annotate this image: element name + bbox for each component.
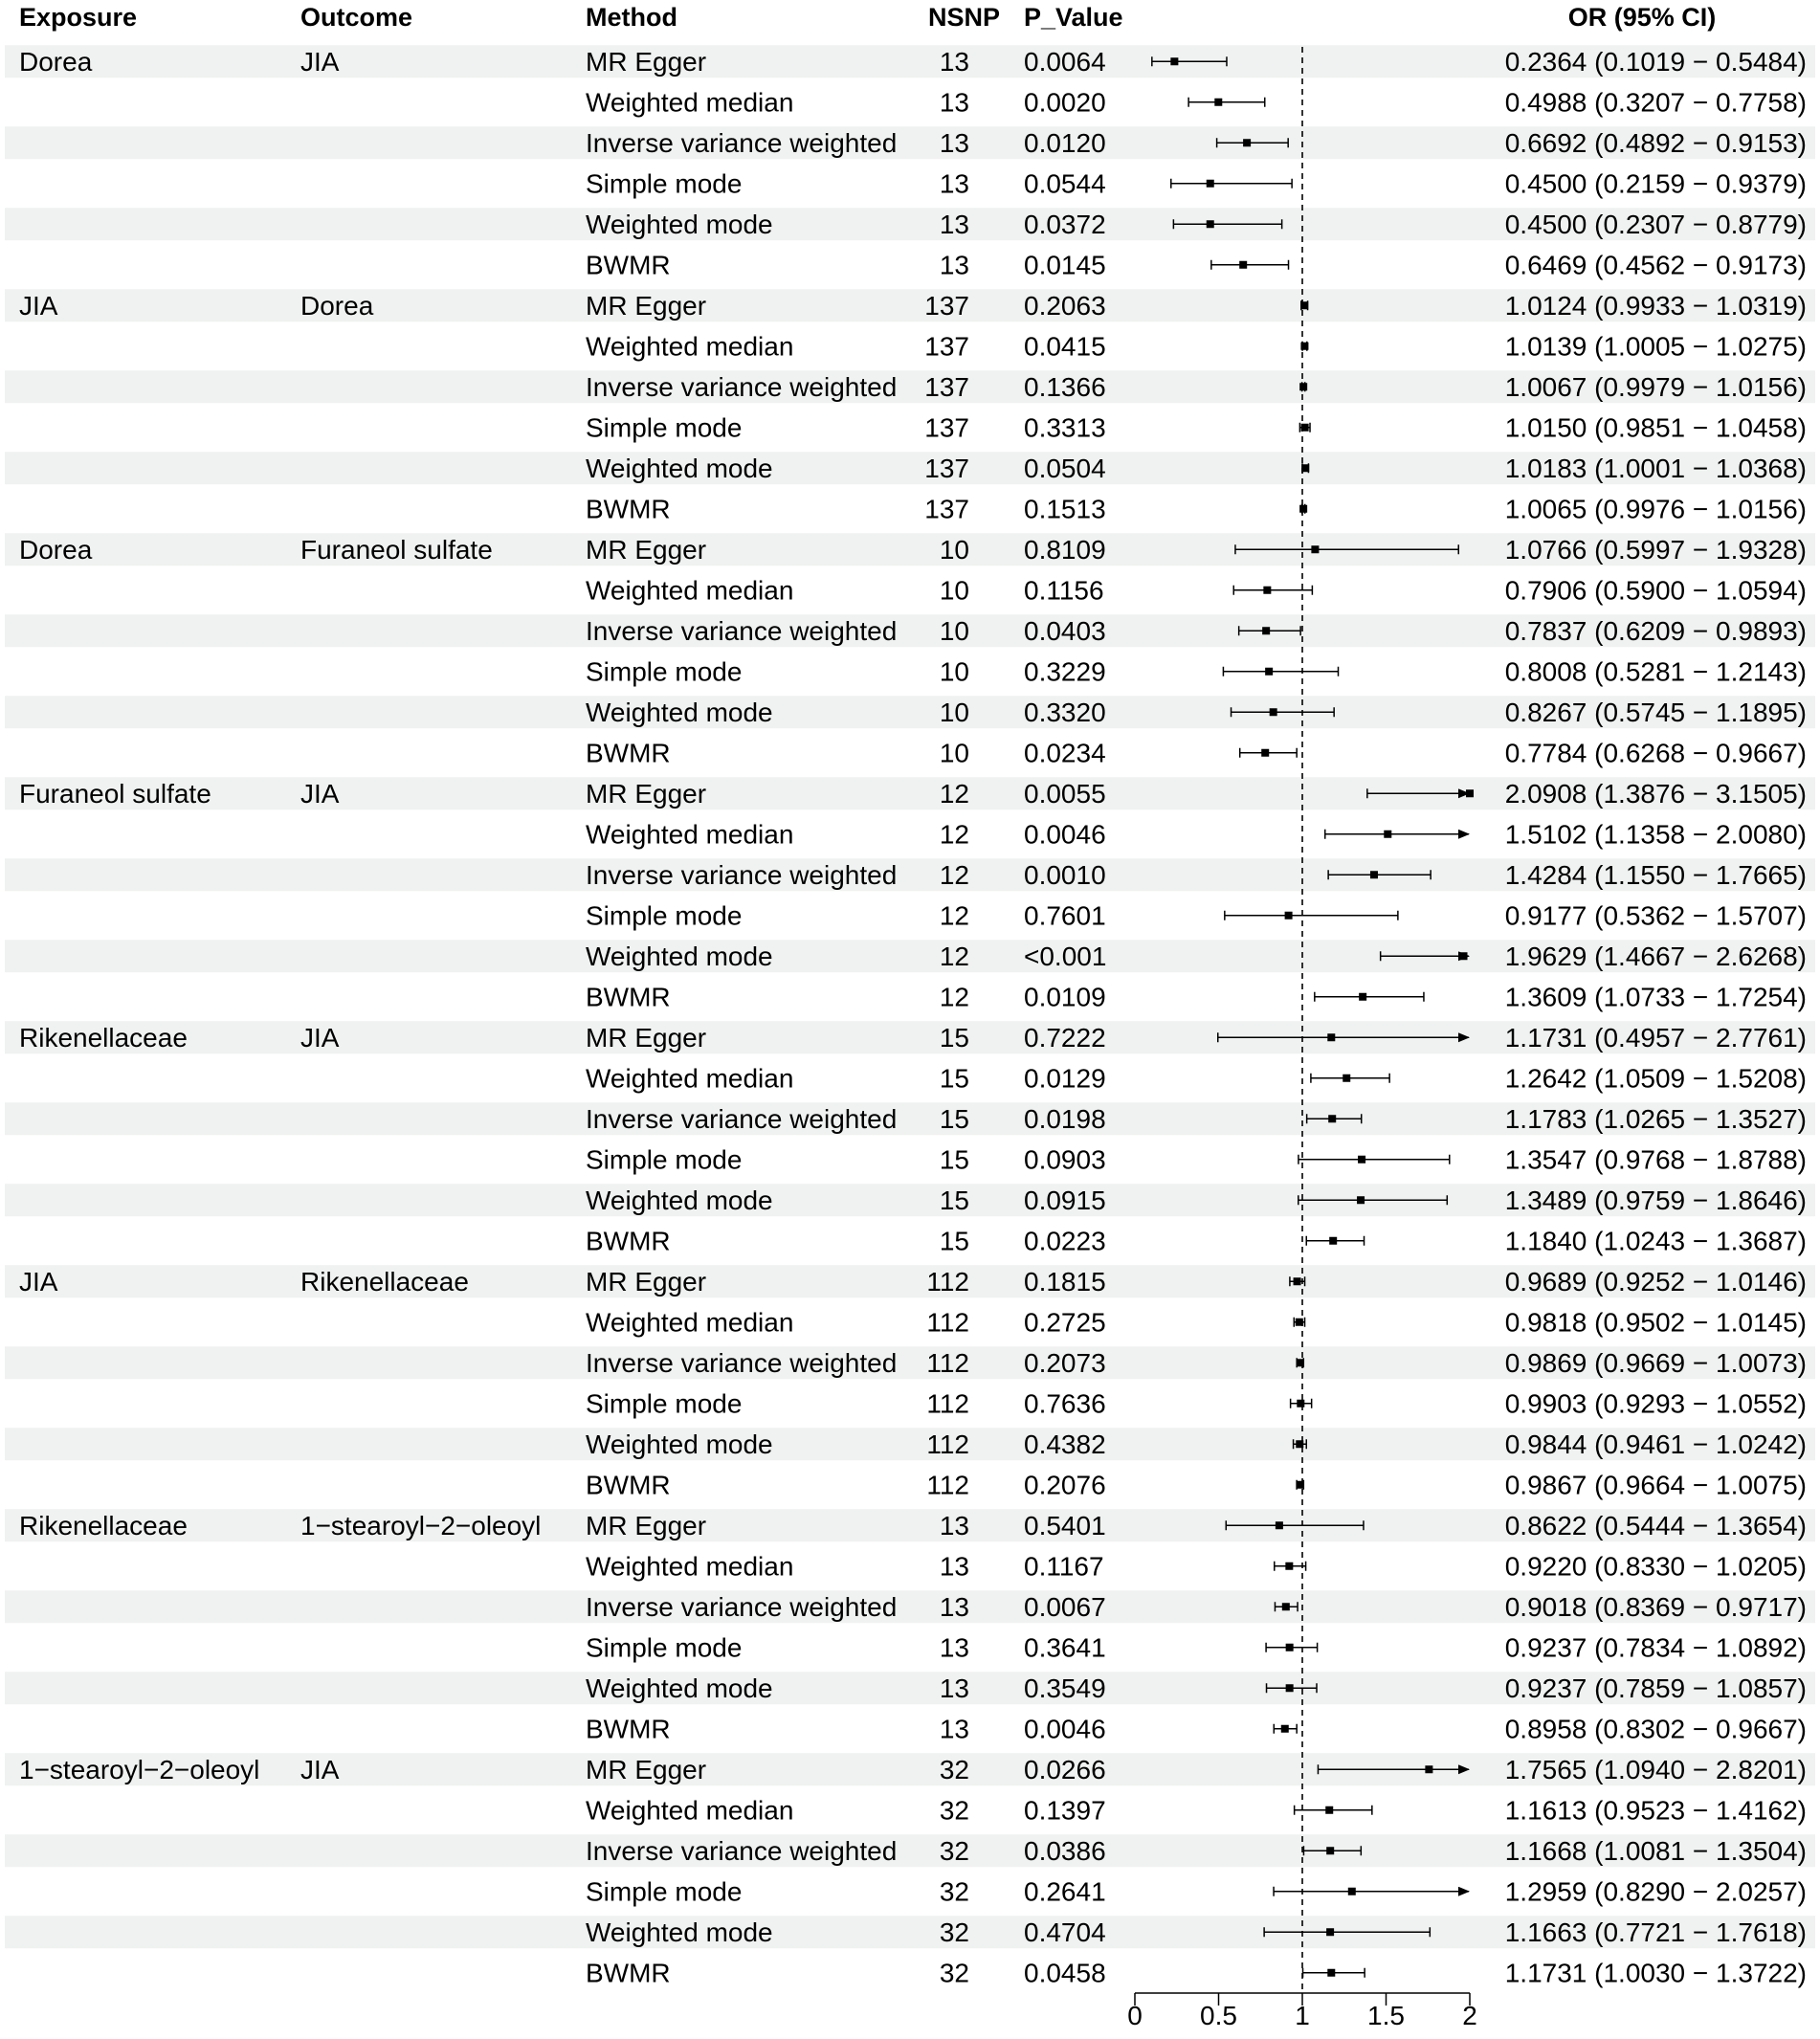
cell-or-ci: 1.4284 (1.1550 − 1.7665) bbox=[1504, 859, 1807, 890]
point-estimate bbox=[1296, 1319, 1303, 1326]
point-estimate bbox=[1358, 1156, 1365, 1164]
cell-or-ci: 0.9844 (0.9461 − 1.0242) bbox=[1504, 1429, 1807, 1459]
point-estimate bbox=[1326, 1847, 1334, 1854]
cell-nsnp: 112 bbox=[926, 1429, 969, 1459]
point-estimate bbox=[1326, 1928, 1334, 1936]
cell-p-value: 0.0129 bbox=[1024, 1063, 1106, 1094]
cell-or-ci: 1.1840 (1.0243 − 1.3687) bbox=[1504, 1226, 1807, 1256]
cell-or-ci: 0.9818 (0.9502 − 1.0145) bbox=[1504, 1307, 1807, 1338]
cell-nsnp: 12 bbox=[939, 982, 969, 1012]
point-estimate bbox=[1263, 587, 1271, 594]
cell-p-value: <0.001 bbox=[1024, 941, 1107, 971]
table-row bbox=[586, 1795, 1807, 1825]
cell-or-ci: 0.9177 (0.5362 − 1.5707) bbox=[1504, 900, 1807, 931]
point-estimate bbox=[1328, 1115, 1336, 1122]
cell-p-value: 0.2073 bbox=[1024, 1347, 1106, 1378]
table-row bbox=[586, 656, 1807, 686]
cell-p-value: 0.3320 bbox=[1024, 697, 1106, 727]
cell-method: Simple mode bbox=[586, 1144, 743, 1175]
cell-p-value: 0.4704 bbox=[1024, 1917, 1106, 1947]
cell-or-ci: 1.1783 (1.0265 − 1.3527) bbox=[1504, 1103, 1807, 1134]
cell-p-value: 0.3549 bbox=[1024, 1673, 1106, 1703]
cell-nsnp: 15 bbox=[939, 1103, 969, 1134]
table-row bbox=[586, 1388, 1807, 1418]
point-estimate bbox=[1297, 1359, 1304, 1366]
cell-method: Inverse variance weighted bbox=[586, 127, 898, 158]
cell-method: Simple mode bbox=[586, 1388, 743, 1419]
cell-outcome: Dorea bbox=[300, 290, 374, 321]
cell-exposure: Dorea bbox=[19, 534, 93, 565]
point-estimate bbox=[1286, 1684, 1294, 1692]
cell-nsnp: 15 bbox=[939, 1226, 969, 1256]
cell-method: Inverse variance weighted bbox=[586, 1103, 898, 1134]
cell-or-ci: 0.4988 (0.3207 − 0.7758) bbox=[1504, 87, 1807, 118]
cell-method: Weighted median bbox=[586, 1551, 794, 1582]
cell-or-ci: 1.0766 (0.5997 − 1.9328) bbox=[1504, 534, 1807, 565]
table-row bbox=[586, 1470, 1807, 1499]
cell-method: BWMR bbox=[586, 1958, 671, 1988]
cell-or-ci: 2.0908 (1.3876 − 3.1505) bbox=[1504, 778, 1807, 809]
cell-method: Inverse variance weighted bbox=[586, 1347, 898, 1378]
point-estimate bbox=[1285, 912, 1293, 920]
cell-nsnp: 10 bbox=[939, 656, 969, 687]
cell-p-value: 0.0198 bbox=[1024, 1103, 1106, 1134]
cell-p-value: 0.2725 bbox=[1024, 1307, 1106, 1338]
point-estimate bbox=[1276, 1521, 1283, 1529]
cell-method: MR Egger bbox=[586, 1022, 707, 1053]
point-estimate bbox=[1370, 871, 1378, 878]
cell-nsnp: 12 bbox=[939, 900, 969, 931]
cell-or-ci: 1.0150 (0.9851 − 1.0458) bbox=[1504, 412, 1807, 443]
cell-outcome: 1−stearoyl−2−oleoyl bbox=[300, 1510, 542, 1540]
cell-p-value: 0.0109 bbox=[1024, 982, 1106, 1012]
cell-method: BWMR bbox=[586, 982, 671, 1012]
point-estimate bbox=[1282, 1603, 1290, 1610]
cell-p-value: 0.0010 bbox=[1024, 859, 1106, 890]
cell-or-ci: 0.6469 (0.4562 − 0.9173) bbox=[1504, 250, 1807, 280]
cell-p-value: 0.4382 bbox=[1024, 1429, 1106, 1459]
cell-nsnp: 10 bbox=[939, 534, 969, 565]
point-estimate bbox=[1262, 627, 1270, 634]
cell-p-value: 0.5401 bbox=[1024, 1510, 1106, 1540]
cell-nsnp: 112 bbox=[926, 1470, 969, 1500]
table-row bbox=[586, 1307, 1807, 1337]
cell-method: Simple mode bbox=[586, 656, 743, 687]
cell-p-value: 0.8109 bbox=[1024, 534, 1106, 565]
cell-nsnp: 32 bbox=[939, 1917, 969, 1947]
cell-nsnp: 112 bbox=[926, 1307, 969, 1338]
cell-method: Weighted median bbox=[586, 575, 794, 606]
cell-or-ci: 1.0124 (0.9933 − 1.0319) bbox=[1504, 290, 1807, 321]
cell-or-ci: 1.1731 (0.4957 − 2.7761) bbox=[1504, 1022, 1807, 1053]
header-exposure: Exposure bbox=[19, 3, 138, 32]
point-estimate bbox=[1261, 749, 1269, 757]
table-row bbox=[586, 1632, 1807, 1662]
cell-nsnp: 15 bbox=[939, 1063, 969, 1094]
point-estimate bbox=[1460, 952, 1468, 960]
cell-or-ci: 1.0065 (0.9976 − 1.0156) bbox=[1504, 494, 1807, 524]
cell-outcome: JIA bbox=[300, 1022, 340, 1053]
point-estimate bbox=[1466, 789, 1474, 797]
cell-method: MR Egger bbox=[586, 46, 707, 77]
cell-method: Simple mode bbox=[586, 412, 743, 443]
header-outcome: Outcome bbox=[300, 3, 413, 32]
x-tick-label: 1 bbox=[1295, 2001, 1310, 2030]
cell-nsnp: 32 bbox=[939, 1958, 969, 1988]
cell-nsnp: 32 bbox=[939, 1835, 969, 1866]
cell-p-value: 0.0903 bbox=[1024, 1144, 1106, 1175]
cell-p-value: 0.0544 bbox=[1024, 168, 1106, 199]
cell-method: BWMR bbox=[586, 1470, 671, 1500]
x-axis bbox=[1127, 1993, 1477, 2030]
cell-or-ci: 0.8008 (0.5281 − 1.2143) bbox=[1504, 656, 1807, 687]
cell-nsnp: 10 bbox=[939, 575, 969, 606]
cell-method: Weighted mode bbox=[586, 697, 773, 727]
cell-or-ci: 1.0139 (1.0005 − 1.0275) bbox=[1504, 331, 1807, 362]
cell-or-ci: 0.9018 (0.8369 − 0.9717) bbox=[1504, 1591, 1807, 1622]
cell-nsnp: 13 bbox=[939, 46, 969, 77]
cell-method: Inverse variance weighted bbox=[586, 1591, 898, 1622]
cell-outcome: Furaneol sulfate bbox=[300, 534, 493, 565]
cell-nsnp: 13 bbox=[939, 250, 969, 280]
point-estimate bbox=[1299, 383, 1307, 390]
cell-p-value: 0.0046 bbox=[1024, 819, 1106, 850]
cell-or-ci: 0.2364 (0.1019 − 0.5484) bbox=[1504, 46, 1807, 77]
cell-method: Weighted mode bbox=[586, 1917, 773, 1947]
cell-method: BWMR bbox=[586, 1226, 671, 1256]
cell-nsnp: 137 bbox=[924, 494, 969, 524]
point-estimate bbox=[1270, 708, 1277, 716]
cell-method: MR Egger bbox=[586, 778, 707, 809]
cell-p-value: 0.0266 bbox=[1024, 1754, 1106, 1784]
table-row bbox=[586, 1876, 1807, 1906]
cell-method: Weighted mode bbox=[586, 1185, 773, 1215]
cell-nsnp: 10 bbox=[939, 697, 969, 727]
point-estimate bbox=[1285, 1562, 1293, 1570]
table-row bbox=[586, 331, 1807, 361]
cell-nsnp: 13 bbox=[939, 1591, 969, 1622]
cell-method: Weighted median bbox=[586, 331, 794, 362]
cell-exposure: Rikenellaceae bbox=[19, 1510, 188, 1540]
cell-method: Simple mode bbox=[586, 168, 743, 199]
cell-or-ci: 1.0183 (1.0001 − 1.0368) bbox=[1504, 453, 1807, 483]
point-estimate bbox=[1170, 57, 1178, 65]
table-row bbox=[586, 250, 1807, 279]
cell-or-ci: 1.3609 (1.0733 − 1.7254) bbox=[1504, 982, 1807, 1012]
cell-nsnp: 112 bbox=[926, 1347, 969, 1378]
cell-nsnp: 13 bbox=[939, 1551, 969, 1582]
point-estimate bbox=[1301, 424, 1309, 432]
cell-p-value: 0.3313 bbox=[1024, 412, 1106, 443]
cell-or-ci: 0.7906 (0.5900 − 1.0594) bbox=[1504, 575, 1807, 606]
cell-or-ci: 1.2642 (1.0509 − 1.5208) bbox=[1504, 1063, 1807, 1094]
table-row bbox=[586, 494, 1807, 523]
cell-or-ci: 1.3489 (0.9759 − 1.8646) bbox=[1504, 1185, 1807, 1215]
cell-method: BWMR bbox=[586, 494, 671, 524]
cell-nsnp: 10 bbox=[939, 738, 969, 768]
cell-exposure: 1−stearoyl−2−oleoyl bbox=[19, 1754, 260, 1784]
cell-or-ci: 0.8622 (0.5444 − 1.3654) bbox=[1504, 1510, 1807, 1540]
table-row bbox=[586, 1958, 1807, 1987]
cell-or-ci: 0.4500 (0.2307 − 0.8779) bbox=[1504, 209, 1807, 239]
x-tick-label: 2 bbox=[1462, 2001, 1477, 2030]
point-estimate bbox=[1286, 1644, 1294, 1651]
cell-method: BWMR bbox=[586, 738, 671, 768]
cell-p-value: 0.7222 bbox=[1024, 1022, 1106, 1053]
cell-method: BWMR bbox=[586, 1714, 671, 1744]
cell-exposure: Dorea bbox=[19, 46, 93, 77]
point-estimate bbox=[1329, 1237, 1337, 1245]
cell-method: Weighted median bbox=[586, 87, 794, 118]
cell-p-value: 0.0223 bbox=[1024, 1226, 1106, 1256]
column-headers bbox=[19, 3, 1716, 32]
cell-method: BWMR bbox=[586, 250, 671, 280]
cell-p-value: 0.0020 bbox=[1024, 87, 1106, 118]
cell-nsnp: 12 bbox=[939, 778, 969, 809]
cell-or-ci: 0.9689 (0.9252 − 1.0146) bbox=[1504, 1266, 1807, 1297]
point-estimate bbox=[1357, 1196, 1365, 1204]
cell-method: Weighted mode bbox=[586, 453, 773, 483]
cell-or-ci: 0.8958 (0.8302 − 0.9667) bbox=[1504, 1714, 1807, 1744]
cell-nsnp: 10 bbox=[939, 615, 969, 646]
cell-or-ci: 0.8267 (0.5745 − 1.1895) bbox=[1504, 697, 1807, 727]
cell-or-ci: 0.6692 (0.4892 − 0.9153) bbox=[1504, 127, 1807, 158]
point-estimate bbox=[1300, 301, 1308, 309]
cell-nsnp: 13 bbox=[939, 1510, 969, 1540]
cell-method: Weighted mode bbox=[586, 209, 773, 239]
cell-nsnp: 13 bbox=[939, 1673, 969, 1703]
cell-exposure: Furaneol sulfate bbox=[19, 778, 211, 809]
cell-or-ci: 0.9220 (0.8330 − 1.0205) bbox=[1504, 1551, 1807, 1582]
table-row bbox=[586, 1551, 1807, 1581]
cell-or-ci: 0.9237 (0.7859 − 1.0857) bbox=[1504, 1673, 1807, 1703]
cell-or-ci: 1.0067 (0.9979 − 1.0156) bbox=[1504, 371, 1807, 402]
cell-nsnp: 32 bbox=[939, 1754, 969, 1784]
cell-p-value: 0.0403 bbox=[1024, 615, 1106, 646]
cell-nsnp: 13 bbox=[939, 87, 969, 118]
table-row bbox=[586, 738, 1807, 767]
cell-nsnp: 137 bbox=[924, 453, 969, 483]
point-estimate bbox=[1300, 343, 1308, 350]
cell-method: Weighted mode bbox=[586, 1429, 773, 1459]
x-tick-label: 0 bbox=[1127, 2001, 1143, 2030]
point-estimate bbox=[1296, 1440, 1303, 1448]
cell-nsnp: 12 bbox=[939, 941, 969, 971]
cell-p-value: 0.1366 bbox=[1024, 371, 1106, 402]
table-row bbox=[586, 1144, 1807, 1174]
point-estimate bbox=[1325, 1806, 1333, 1814]
cell-method: Simple mode bbox=[586, 1632, 743, 1663]
cell-or-ci: 1.1668 (1.0081 − 1.3504) bbox=[1504, 1835, 1807, 1866]
cell-method: Weighted median bbox=[586, 819, 794, 850]
cell-p-value: 0.1815 bbox=[1024, 1266, 1106, 1297]
cell-nsnp: 13 bbox=[939, 127, 969, 158]
cell-exposure: JIA bbox=[19, 290, 58, 321]
table-row bbox=[586, 1714, 1807, 1743]
cell-or-ci: 1.3547 (0.9768 − 1.8788) bbox=[1504, 1144, 1807, 1175]
point-estimate bbox=[1327, 1033, 1335, 1041]
table-row bbox=[586, 1226, 1807, 1255]
cell-method: MR Egger bbox=[586, 1754, 707, 1784]
cell-method: Weighted median bbox=[586, 1307, 794, 1338]
cell-nsnp: 12 bbox=[939, 859, 969, 890]
cell-p-value: 0.1513 bbox=[1024, 494, 1106, 524]
cell-p-value: 0.0064 bbox=[1024, 46, 1106, 77]
cell-nsnp: 32 bbox=[939, 1876, 969, 1907]
cell-p-value: 0.1156 bbox=[1024, 575, 1104, 606]
cell-or-ci: 1.5102 (1.1358 − 2.0080) bbox=[1504, 819, 1807, 850]
point-estimate bbox=[1299, 505, 1307, 513]
cell-nsnp: 137 bbox=[924, 371, 969, 402]
cell-outcome: JIA bbox=[300, 778, 340, 809]
cell-nsnp: 32 bbox=[939, 1795, 969, 1826]
point-estimate bbox=[1281, 1725, 1289, 1733]
cell-method: Simple mode bbox=[586, 1876, 743, 1907]
cell-nsnp: 13 bbox=[939, 209, 969, 239]
cell-p-value: 0.1397 bbox=[1024, 1795, 1106, 1826]
cell-p-value: 0.2076 bbox=[1024, 1470, 1106, 1500]
cell-method: Inverse variance weighted bbox=[586, 371, 898, 402]
cell-nsnp: 15 bbox=[939, 1144, 969, 1175]
cell-p-value: 0.0386 bbox=[1024, 1835, 1106, 1866]
cell-p-value: 0.0055 bbox=[1024, 778, 1106, 809]
point-estimate bbox=[1301, 464, 1309, 472]
header-method: Method bbox=[586, 3, 677, 32]
cell-outcome: JIA bbox=[300, 1754, 340, 1784]
cell-nsnp: 15 bbox=[939, 1185, 969, 1215]
cell-exposure: Rikenellaceae bbox=[19, 1022, 188, 1053]
cell-p-value: 0.0046 bbox=[1024, 1714, 1106, 1744]
cell-or-ci: 1.1613 (0.9523 − 1.4162) bbox=[1504, 1795, 1807, 1826]
cell-p-value: 0.0234 bbox=[1024, 738, 1106, 768]
cell-p-value: 0.3641 bbox=[1024, 1632, 1106, 1663]
table-row bbox=[586, 412, 1807, 442]
cell-p-value: 0.1167 bbox=[1024, 1551, 1104, 1582]
cell-p-value: 0.0458 bbox=[1024, 1958, 1106, 1988]
point-estimate bbox=[1239, 261, 1247, 269]
cell-or-ci: 1.7565 (1.0940 − 2.8201) bbox=[1504, 1754, 1807, 1784]
cell-p-value: 0.0415 bbox=[1024, 331, 1106, 362]
cell-method: Simple mode bbox=[586, 900, 743, 931]
table-row bbox=[586, 982, 1807, 1011]
cell-p-value: 0.2641 bbox=[1024, 1876, 1106, 1907]
cell-p-value: 0.7601 bbox=[1024, 900, 1106, 931]
cell-method: MR Egger bbox=[586, 1510, 707, 1540]
cell-nsnp: 13 bbox=[939, 1714, 969, 1744]
cell-or-ci: 1.2959 (0.8290 − 2.0257) bbox=[1504, 1876, 1807, 1907]
cell-nsnp: 137 bbox=[924, 331, 969, 362]
cell-nsnp: 137 bbox=[924, 412, 969, 443]
cell-method: MR Egger bbox=[586, 1266, 707, 1297]
cell-nsnp: 15 bbox=[939, 1022, 969, 1053]
cell-or-ci: 0.9867 (0.9664 − 1.0075) bbox=[1504, 1470, 1807, 1500]
cell-method: Inverse variance weighted bbox=[586, 859, 898, 890]
cell-method: Inverse variance weighted bbox=[586, 615, 898, 646]
point-estimate bbox=[1311, 545, 1319, 553]
header-or-ci: OR (95% CI) bbox=[1567, 3, 1717, 32]
point-estimate bbox=[1207, 220, 1214, 228]
cell-p-value: 0.2063 bbox=[1024, 290, 1106, 321]
point-estimate bbox=[1425, 1765, 1432, 1773]
cell-or-ci: 0.4500 (0.2159 − 0.9379) bbox=[1504, 168, 1807, 199]
cell-p-value: 0.3229 bbox=[1024, 656, 1106, 687]
cell-p-value: 0.0120 bbox=[1024, 127, 1106, 158]
cell-or-ci: 0.7837 (0.6209 − 0.9893) bbox=[1504, 615, 1807, 646]
point-estimate bbox=[1265, 668, 1273, 676]
cell-or-ci: 0.7784 (0.6268 − 0.9667) bbox=[1504, 738, 1807, 768]
cell-method: MR Egger bbox=[586, 534, 707, 565]
cell-p-value: 0.0067 bbox=[1024, 1591, 1106, 1622]
point-estimate bbox=[1243, 139, 1251, 146]
cell-or-ci: 1.1731 (1.0030 − 1.3722) bbox=[1504, 1958, 1807, 1988]
x-tick-label: 1.5 bbox=[1367, 2001, 1405, 2030]
cell-or-ci: 1.1663 (0.7721 − 1.7618) bbox=[1504, 1917, 1807, 1947]
cell-method: Weighted mode bbox=[586, 941, 773, 971]
table-row bbox=[586, 575, 1807, 605]
cell-p-value: 0.0504 bbox=[1024, 453, 1106, 483]
cell-p-value: 0.0145 bbox=[1024, 250, 1106, 280]
cell-or-ci: 0.9237 (0.7834 − 1.0892) bbox=[1504, 1632, 1807, 1663]
cell-method: Weighted median bbox=[586, 1795, 794, 1826]
point-estimate bbox=[1207, 180, 1214, 188]
point-estimate bbox=[1214, 99, 1222, 106]
cell-or-ci: 0.9903 (0.9293 − 1.0552) bbox=[1504, 1388, 1807, 1419]
cell-p-value: 0.0915 bbox=[1024, 1185, 1106, 1215]
cell-or-ci: 0.9869 (0.9669 − 1.0073) bbox=[1504, 1347, 1807, 1378]
point-estimate bbox=[1348, 1888, 1356, 1895]
cell-method: MR Egger bbox=[586, 290, 707, 321]
cell-p-value: 0.7636 bbox=[1024, 1388, 1106, 1419]
cell-method: Weighted mode bbox=[586, 1673, 773, 1703]
cell-outcome: JIA bbox=[300, 46, 340, 77]
point-estimate bbox=[1294, 1277, 1301, 1285]
cell-nsnp: 137 bbox=[924, 290, 969, 321]
table-row bbox=[586, 900, 1807, 930]
point-estimate bbox=[1297, 1481, 1304, 1489]
point-estimate bbox=[1327, 1969, 1335, 1977]
cell-method: Inverse variance weighted bbox=[586, 1835, 898, 1866]
cell-method: Weighted median bbox=[586, 1063, 794, 1094]
header-nsnp: NSNP bbox=[928, 3, 1001, 32]
table-row bbox=[586, 1063, 1807, 1093]
cell-nsnp: 13 bbox=[939, 1632, 969, 1663]
header-p-value: P_Value bbox=[1024, 3, 1123, 32]
point-estimate bbox=[1297, 1400, 1304, 1407]
cell-exposure: JIA bbox=[19, 1266, 58, 1297]
cell-nsnp: 112 bbox=[926, 1266, 969, 1297]
cell-p-value: 0.0372 bbox=[1024, 209, 1106, 239]
cell-nsnp: 12 bbox=[939, 819, 969, 850]
point-estimate bbox=[1343, 1075, 1350, 1082]
cell-outcome: Rikenellaceae bbox=[300, 1266, 469, 1297]
cell-nsnp: 13 bbox=[939, 168, 969, 199]
cell-or-ci: 1.9629 (1.4667 − 2.6268) bbox=[1504, 941, 1807, 971]
table-row bbox=[586, 819, 1807, 849]
x-tick-label: 0.5 bbox=[1200, 2001, 1237, 2030]
point-estimate bbox=[1359, 993, 1366, 1001]
cell-nsnp: 112 bbox=[926, 1388, 969, 1419]
point-estimate bbox=[1384, 831, 1391, 838]
